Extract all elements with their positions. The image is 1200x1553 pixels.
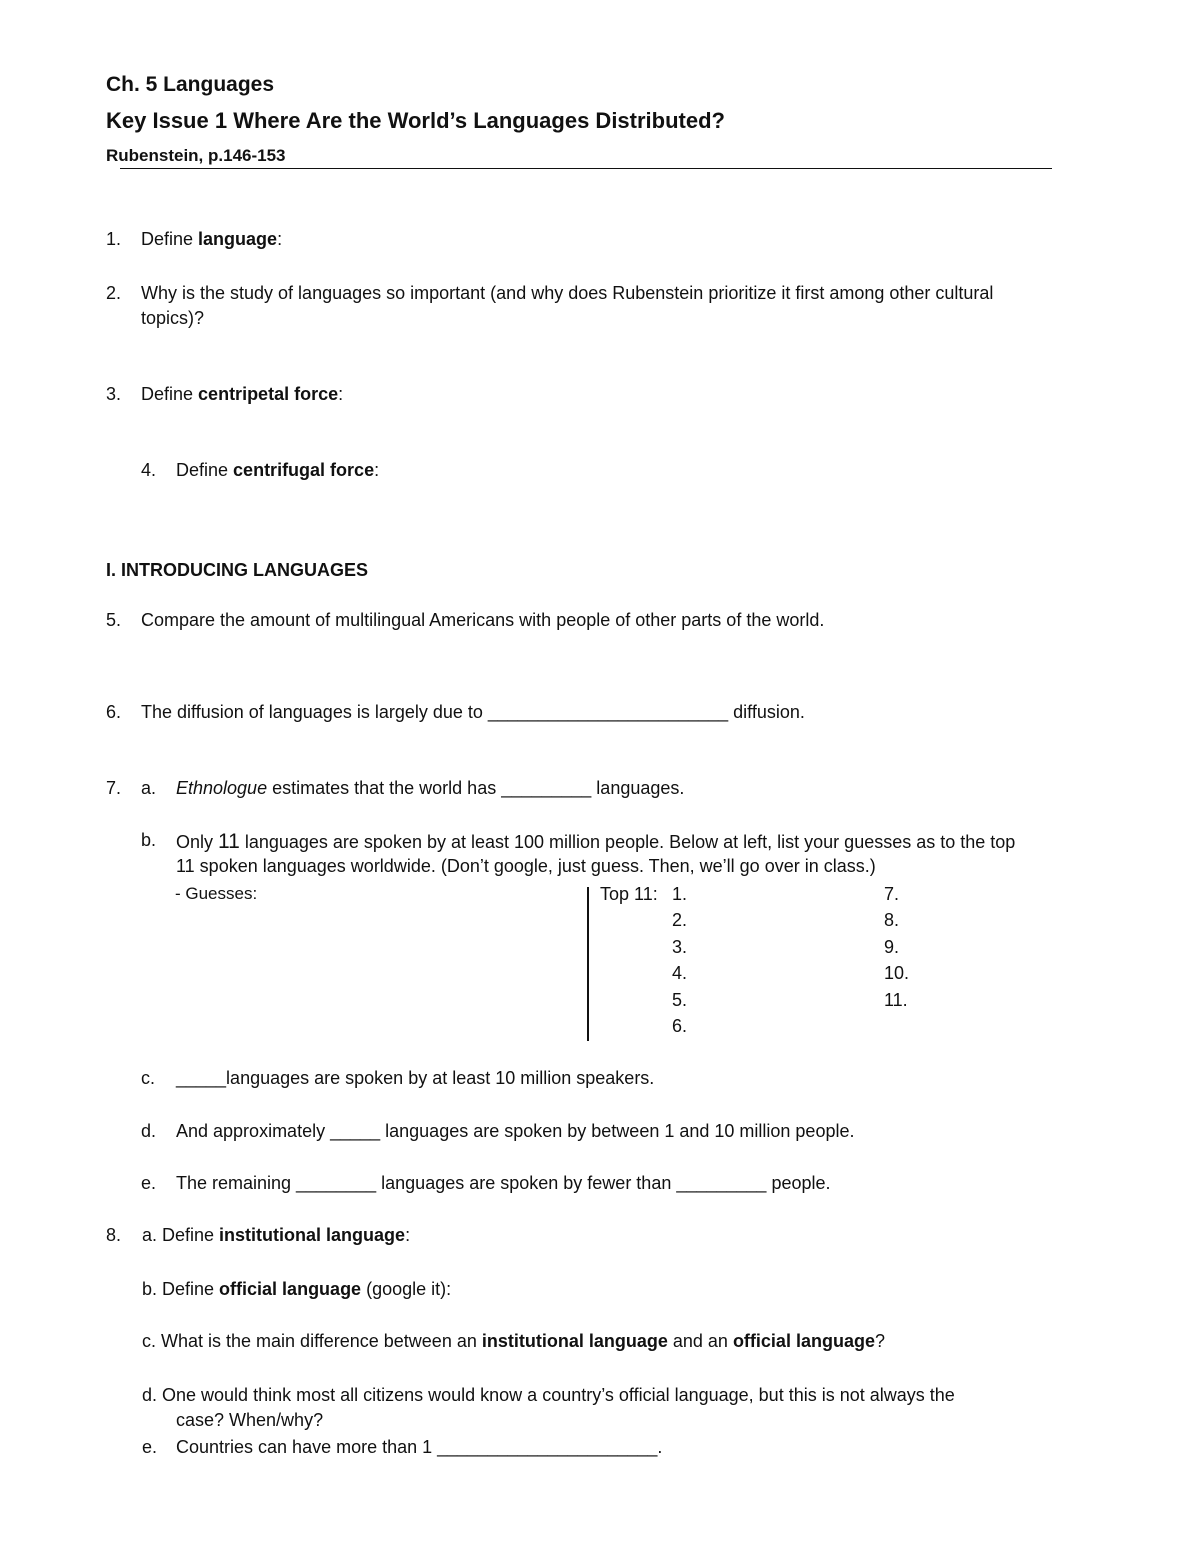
list-number: 2. [672,910,688,931]
question-text: a. Define [142,1225,220,1245]
key-term: official language [732,1331,875,1351]
question-number: 7. [106,778,122,798]
key-term: centrifugal force [233,460,375,480]
key-issue-title: Key Issue 1 Where Are the World’s Languages Distributed? [106,108,725,133]
question-8: 8. a. Define institutional language: [106,1225,411,1245]
question-7 [106,778,685,799]
question-7b: b. Only 11 languages are spoken by at least 100 million people. Below at left, list your guesses as to the top 11 spoken languages worldwide. (Don’t google, just guess. Then, we’ll go over in class.) [141,830,1016,876]
question-text: d. One would think most all citizens would know a country’s official language, but this is not always the [142,1385,955,1405]
list-number: 3. [672,936,688,957]
question-3: 3. Define centripetal force: [106,384,344,404]
question-number: 5. [106,610,122,630]
question-7d [141,1121,855,1142]
question-number: 4. [141,460,157,480]
list-number: 11. [884,989,908,1010]
question-text: And approximately _____ languages are spoken by between 1 and 10 million people. [176,1121,855,1141]
italic-term: Ethnologue [176,778,268,798]
key-term: institutional language [219,1225,406,1245]
top11-label: Top 11: [600,884,658,904]
sub-letter: e. [141,1173,157,1193]
list-number: 7. [884,884,900,904]
sub-letter: a. [141,778,157,798]
question-text: The remaining ________ languages are spoken by fewer than _________ people. [176,1173,831,1193]
question-text: The diffusion of languages is largely due to ________________________ diffusion. [141,702,805,722]
question-8b: b. Define official language (google it): [142,1279,452,1299]
question-text: c. What is the main difference between an [142,1331,482,1351]
list-number: 5. [672,989,688,1010]
key-term: official language [219,1279,362,1299]
sub-letter: b. [141,830,157,850]
question-5 [106,610,825,631]
emphasis-number: 11 [218,830,240,853]
sub-letter: d. [141,1121,157,1141]
list-number: 8. [884,910,900,931]
list-number: 10. [884,963,910,984]
question-number: 1. [106,229,122,249]
question-text: b. Define [142,1279,220,1299]
sub-letter: e. [142,1437,158,1457]
header-underline [120,168,1052,169]
list-number: 9. [884,936,900,957]
question-8d [142,1385,955,1406]
question-number: 3. [106,384,122,404]
question-text: Define [176,460,234,480]
question-text: _____languages are spoken by at least 10 million speakers. [176,1068,655,1088]
list-number: 4. [672,963,688,984]
question-text: Define [141,229,199,249]
section-heading: I. INTRODUCING LANGUAGES [106,560,369,580]
question-7e [141,1173,831,1194]
sub-letter: c. [141,1068,156,1088]
guesses-label: - Guesses: [175,884,258,903]
question-text: languages are spoken by at least 100 million people. Below at left, list your guesses as to the top [239,832,1016,852]
key-term: language [198,229,278,249]
question-number: 8. [106,1225,122,1245]
question-text-cont: 11 spoken languages worldwide. (Don’t google, just guess. Then, we’ll go over in class.) [176,856,876,876]
top11-left-column [672,884,687,1042]
question-number: 6. [106,702,122,722]
list-number: 6. [672,1015,688,1036]
question-7c [141,1068,655,1089]
question-8c: c. What is the main difference between an institutional language and an official language? [142,1331,885,1351]
question-text: Countries can have more than 1 ______________________. [176,1437,663,1457]
question-6 [106,702,805,723]
key-term: institutional language [481,1331,668,1351]
question-8d-cont: case? When/why? [176,1410,324,1430]
source-reference: Rubenstein, p.146-153 [106,146,286,165]
question-text: estimates that the world has _________ languages. [267,778,685,798]
column-divider [587,887,589,1041]
question-4: 4. Define centrifugal force: [141,460,380,480]
question-text: Why is the study of languages so important (and why does Rubenstein prioritize it first among other cultural [141,283,994,303]
question-text: Define [141,384,199,404]
question-text-cont: topics)? [141,308,205,328]
list-number: 1. [672,884,688,904]
chapter-title: Ch. 5 Languages [106,73,275,96]
question-number: 2. [106,283,122,303]
question-text: Compare the amount of multilingual Americans with people of other parts of the world. [141,610,825,630]
question-2 [106,283,994,328]
question-1: 1. Define language: [106,229,283,249]
question-8e [142,1437,663,1458]
key-term: centripetal force [198,384,339,404]
top11-right-column [884,884,909,1016]
